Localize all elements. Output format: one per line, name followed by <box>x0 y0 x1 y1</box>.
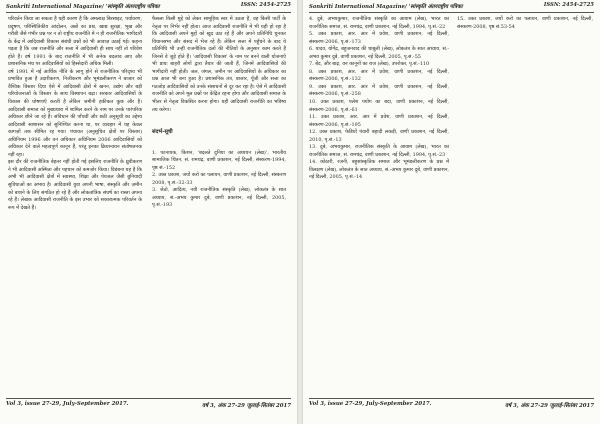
header-title: Sankriti International Magazine/ 'सांस्कृति अंतरराष्ट्रीय पत्रिका <box>6 4 160 10</box>
reference-item: 10. उक्त प्रकाश, पलेश पयोग का बदा, वाणी प्रकाशन, नई दिल्ली, संस्करण-2006, पृ.सं.-61 <box>309 99 449 113</box>
reference-item: 6. यादव, योगेंद्र, बहुजनवाद की चाबूली (लेख), लोकतंत्र के सात अध्याय, सं.-अभय कुमार दुबे, वाणी प्रकाशन, नई दिल्ली, 2005, पृ.सं.-55 <box>309 46 449 60</box>
footer-volume: Vol 3, issue 27-29, July-September 2017. <box>6 401 129 407</box>
footer-volume-hindi: वर्ष 3, अंक 27-29 जुलाई-सितंबर 2017 <box>505 403 594 409</box>
paragraph: फैसला किसी मुद्दे को लेकर सामूहिक स्वर में उठता है, वह किसी पार्टी के नेतृत्व पर निर्भर नहीं होता। आज आदिवासी राजनीति में भी यही हो रहा है कि आदिवासी अपने मुद्दों को खुद उठा रहे हैं और अपने प्रतिनिधि चुनकर विधानसभा और संसद में भेज रहे हैं। लेकिन सत्ता में पहुँचने के बाद ये प्रतिनिधि भी उन्हीं राजनीतिक दलों की नीतियों के अनुसार काम करते हैं जिनसे वे जुड़े होते हैं। 'आदिवासी विकास' के नाम पर बनने वाली योजनाएँ भी प्रायः बाहरी लोगों द्वारा तैयार की जाती हैं, जिनमें आदिवासियों की भागीदारी नहीं होती। जल, जंगल, जमीन पर आदिवासियों के अधिकार का प्रश्न आज भी बना हुआ है। प्रशासनिक तंत्र, बाजार, पूँजी और सत्ता का गठजोड़ आदिवासियों को उनके संसाधनों से दूर कर रहा है। ऐसे में आदिवासी राजनीति को अपने मूल प्रश्नों पर केंद्रित रहना होगा और आदिवासी समाज के भीतर से नेतृत्व विकसित करना होगा। यही आदिवासी राजनीति का भविष्य तय करेगा। <box>152 16 286 113</box>
reference-item: 12. उक्त प्रकाश, फेडियों पंवारी बहादी लकड़ी, वाणी प्रकाशन, नई दिल्ली, 2010, पृ.सं.-13 <box>309 129 449 143</box>
reference-item: 1. पटनायक, किशन, 'बदलते दुनिया का अध्ययन (लेख)', भारतीय सामाजिक चिंतन, सं. रामचंद्र, वाणी प्रकाशन, नई दिल्ली, संस्करण-1994, पृष्ठ सं.-152 <box>152 149 286 171</box>
references-heading: संदर्भ-सूची <box>152 129 173 136</box>
header-rule <box>309 12 594 13</box>
footer-rule <box>6 398 291 399</box>
reference-item: 4. दुबे, अभयकुमार, राजनीतिक संस्कृति का आयाम (लेख), भारत का राजनीतिक समाज, सं. रामचंद्र, वाणी प्रकाशन, नई दिल्ली, 1994, पृ.सं.-22 <box>309 16 449 30</box>
header-issn: ISSN: 2454-2725 <box>240 2 291 8</box>
reference-item: 3. जेठो, आदित्य, नयी राजनीतिक संस्कृति (लेख), लोकतंत्र के सात अध्याय, सं.-अभय कुमार दुबे, वाणी प्रकाशन, नई दिल्ली, 2005, पृ.सं.-193 <box>152 187 286 209</box>
text-column-1 <box>8 16 142 212</box>
reference-item: 7. बेंद, और बाढ़, वन कानूनों का राज (लेख), उपरोक्त, पृ.सं.-110 <box>309 61 430 68</box>
paragraph: इस दौर की राजनीतिक बेहतर नहीं होती गई इसलिए राजनीति के ध्रुवीकरण ने भी आदिवासी अस्मिता और पहचान को कमजोर किया। विडंबना यह है कि अभी भी आदिवासी क्षेत्रों में स्वास्थ्य, शिक्षा और पेयजल जैसी बुनियादी सुविधाओं का अभाव है। आदिवासी युवा अपनी भाषा, संस्कृति और ज़मीन को बचाने के लिए संगठित हो रहे हैं और लोकतांत्रिक संघर्ष का रास्ता अपना रहे हैं। लेखक आदिवासी राजनीति के इस उभार को सकारात्मक परिवर्तन के रूप में देखते हैं। <box>8 159 142 211</box>
reference-item: 2. उक्त प्रकाश, जयों करो का पलायन, वाणी प्रकाशन, नई दिल्ली, संस्करण 2008, पृ.सं.-32-33 <box>152 172 286 186</box>
header-rule <box>6 12 291 13</box>
reference-item: 5. उक्त प्रकाश, आर. आर में प्रवेश, वाणी प्रकाशन, नई दिल्ली, संस्करण-2006, पृ.सं.-173 <box>309 31 449 45</box>
reference-item: 11. उक्त प्रकाश, आर. आर में प्रवेश, वाणी प्रकाशन, नई दिल्ली, संस्करण-2006, पृ.सं.-195 <box>309 114 449 128</box>
paragraph: वर्ष 1991 में नई आर्थिक नीति के लागू होने से राजनीतिक परिदृश्य भी प्रभावित हुआ है उदारीकरण, निजीकरण और भूमंडलीकरण ने बाजार को वैश्विक विस्तार दिया ऐसे में आदिवासी क्षेत्रों में खनन, उद्योग और बड़ी परियोजनाओं के विस्तार के साथ विस्थापन बढ़ा। सरकार आदिवासियों के विकास की घोषणाएँ करती है लेकिन जमीनी हकीकत कुछ और है। आदिवासी समाज को मुख्यधारा में शामिल करने के नाम पर उनके पारंपरिक अधिकार छीने जा रहे हैं। संविधान की पाँचवीं और छठी अनुसूची का उद्देश्य आदिवासी स्वशासन को सुनिश्चित करना था, पर व्यवहार में यह केवल कागज़ों तक सीमित रह गया। पंचायत (अनुसूचित क्षेत्रों पर विस्तार) अधिनियम 1996 और वन अधिकार अधिनियम 2006 आदिवासियों को अधिकार देने वाले महत्वपूर्ण कानून हैं, परंतु इनका क्रियान्वयन संतोषजनक नहीं रहा। <box>8 68 142 158</box>
footer-volume: Vol 3, issue 27-29, July-September 2017. <box>309 401 432 407</box>
header-issn: ISSN: 2454-2725 <box>543 2 594 8</box>
paragraph: परिवर्तन किया जा सकता है यही कारण है कि अमलाक्ष बिरसाइट, पर्यावरण, प्रदूषण, परिस्थितिकीय आंदोलन, अन्नों का प्रश्न, खाद्य सुरक्षा, भूख और गरीबी जैसे गंभीर प्रश्न पर न तो राष्ट्रीय राजनीति में न ही राजनीतिक भागीदारी के केंद्र में आदिवासी विकास संबंधी प्रश्नों को भी आवाज़ उठाई गई। कहना पड़ता है कि जब राजनीति और सत्ता में आदिवासी ही साथ नहीं तो परिवेश होते हैं। वर्ष 1991 के बाद राजनीति में भी अनेक बदलाव आए और प्रशासनिक मंच पर आदिवासियों को हिस्सेदारी अधिक मिली। <box>8 16 142 68</box>
page-header <box>309 2 594 11</box>
reference-column-2 <box>457 16 593 31</box>
reference-item: 8. उक्त प्रकाश, आर. आर में प्रवेश, वाणी प्रकाशन, नई दिल्ली, संस्करण-2006, पृ.सं.-132 <box>309 68 449 83</box>
left-page <box>0 0 297 424</box>
right-page <box>303 0 600 424</box>
text-column-2 <box>152 16 286 210</box>
reference-item: 13. दुबे, अभयकुमार, राजनीतिक संस्कृति के आयाम (लेख), भारत का राजनीतिक समाज, सं. रामचंद्र, वाणी प्रकाशन, नई दिल्ली, 1994, पृ.सं.-23 <box>309 144 449 158</box>
footer-volume-hindi: वर्ष 3, अंक 27-29 जुलाई-सितंबर 2017 <box>202 403 291 409</box>
page-header <box>6 2 291 11</box>
header-title: Sankriti International Magazine/ 'सांस्कृति अंतरराष्ट्रीय पत्रिका <box>309 4 463 10</box>
reference-item: 14. कोठारी, रजनी, बहुसांस्कृतिक समाज और भूमंडलीकरण के प्रश्न में विलक्षण (लेख), लोकतंत्र के सात अध्याय, सं.-अभय कुमार दुबे, वाणी प्रकाशन, नई दिल्ली, 2005, पृ.सं.-14 <box>309 159 449 181</box>
reference-column-1 <box>309 16 449 182</box>
footer-rule <box>309 398 594 399</box>
reference-item: 9. उक्त प्रकाश, आर. आर में प्रवेश, वाणी प्रकाशन, नई दिल्ली, संस्करण-2006, पृ.सं.-258 <box>309 83 449 98</box>
reference-item: 15. उक्त प्रकाश, जयों करो का पलायन, वाणी प्रकाशन, नई दिल्ली, संस्करण-2008, पृष्ठ सं.53-54 <box>457 16 593 30</box>
